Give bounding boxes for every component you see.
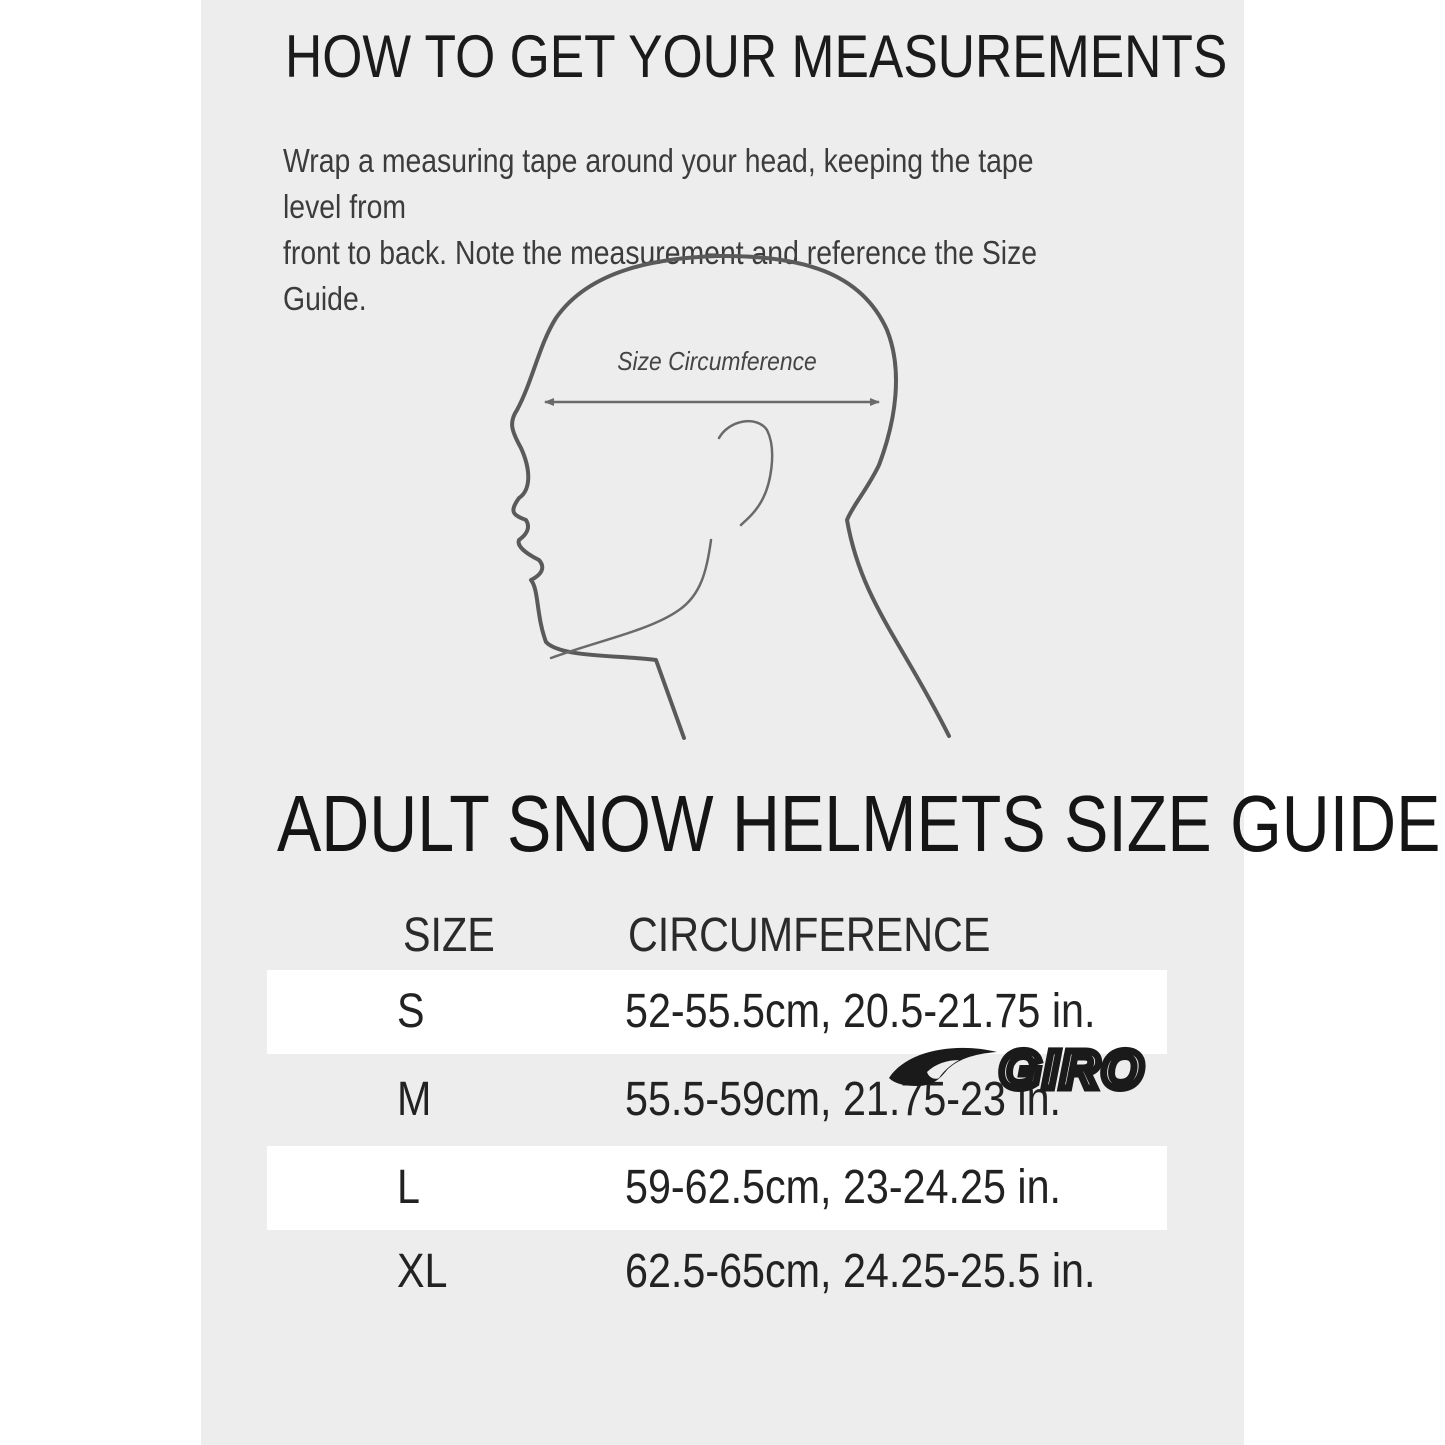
header-circumference: CIRCUMFERENCE xyxy=(628,909,991,962)
measurement-instructions: Wrap a measuring tape around your head, keeping the tape level from front to back. Note the measurement and reference the Size Guide. xyxy=(283,142,1038,317)
table-row xyxy=(267,1146,1167,1230)
row-size: L xyxy=(397,1161,420,1214)
jaw-line xyxy=(551,540,711,658)
table-header xyxy=(267,900,1167,970)
row-circumference: 52-55.5cm, 20.5-21.75 in. xyxy=(625,985,1096,1038)
ear-outline xyxy=(719,421,772,525)
row-circumference: 55.5-59cm, 21.75-23 in. xyxy=(625,1073,1062,1126)
size-guide-title: ADULT SNOW HELMETS SIZE GUIDE xyxy=(277,779,1441,868)
size-guide-panel xyxy=(201,0,1441,1445)
row-circumference: 62.5-65cm, 24.25-25.5 in. xyxy=(625,1245,1096,1298)
row-circumference: 59-62.5cm, 23-24.25 in. xyxy=(625,1161,1062,1214)
table-row xyxy=(267,1230,1167,1314)
row-size: M xyxy=(397,1073,432,1126)
size-circumference-label: Size Circumference xyxy=(617,347,817,377)
row-size: XL xyxy=(397,1245,448,1298)
measurements-title: HOW TO GET YOUR MEASUREMENTS xyxy=(285,23,1228,90)
row-size: S xyxy=(397,985,425,1038)
head-outline xyxy=(512,256,949,738)
giro-logo xyxy=(887,1030,1207,1110)
head-profile-diagram xyxy=(201,0,1244,760)
header-size: SIZE xyxy=(403,909,495,962)
giro-wordmark: GIRO xyxy=(999,1040,1146,1100)
